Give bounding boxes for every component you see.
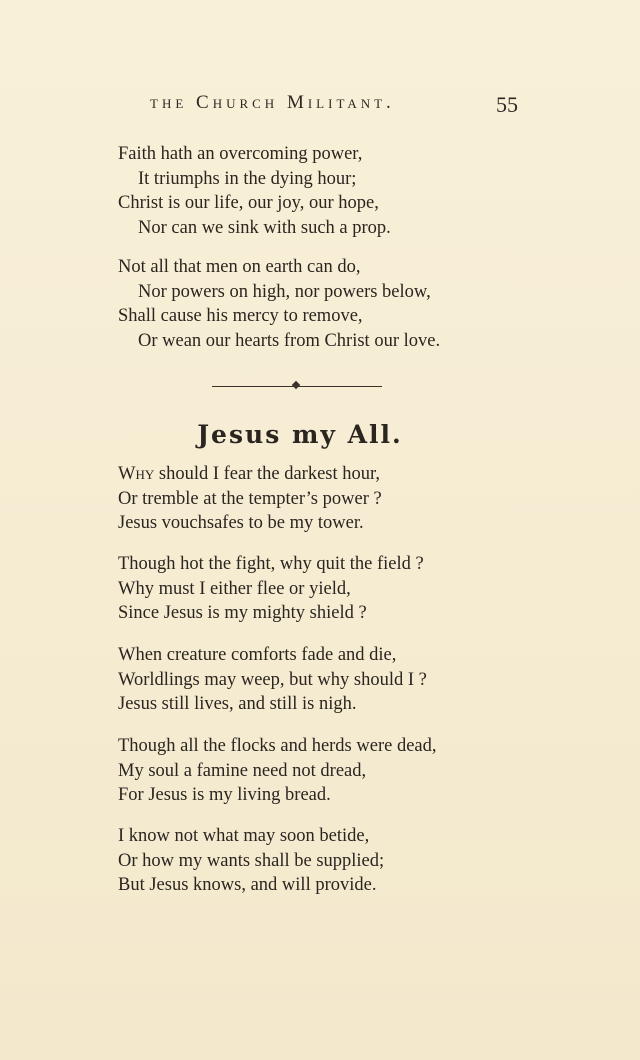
verse-line: Or tremble at the tempter’s power ?	[118, 488, 382, 509]
page-number: 55	[496, 92, 518, 117]
stanza-2	[118, 255, 440, 353]
verse-line: My soul a famine need not dread,	[118, 760, 367, 781]
poem-stanza-3	[118, 643, 427, 717]
verse-line-rest: should I fear the darkest hour,	[154, 464, 381, 484]
verse-line: Though all the flocks and herds were dead,	[118, 736, 437, 756]
verse-line: It triumphs in the dying hour;	[138, 168, 357, 189]
verse-line: Since Jesus is my mighty shield ?	[118, 603, 367, 623]
verse-line: Christ is our life, our joy, our hope,	[118, 193, 379, 213]
verse-line: Worldlings may weep, but why should I ?	[118, 669, 427, 690]
verse-line: Jesus still lives, and still is nigh.	[118, 694, 357, 714]
verse-line	[118, 462, 382, 487]
verse-line: Faith hath an overcoming power,	[118, 144, 363, 164]
poem-stanza-2	[118, 552, 424, 626]
poem-stanza-1	[118, 462, 382, 536]
verse-line: Nor can we sink with such a prop.	[138, 217, 391, 238]
verse-line: Though hot the fight, why quit the field ?	[118, 554, 424, 574]
verse-line: I know not what may soon betide,	[118, 826, 370, 846]
verse-line: Or wean our hearts from Christ our love.	[138, 330, 441, 351]
verse-line: For Jesus is my living bread.	[118, 785, 331, 805]
divider-ornament	[292, 381, 300, 389]
poem-stanza-5	[118, 824, 384, 898]
verse-line: Not all that men on earth can do,	[118, 257, 361, 277]
verse-line: Nor powers on high, nor powers below,	[138, 281, 431, 302]
stanza-1	[118, 142, 391, 240]
running-head: the Church Militant.	[150, 92, 395, 113]
poem-stanza-4	[118, 734, 437, 808]
verse-line: When creature comforts fade and die,	[118, 645, 397, 665]
verse-line: But Jesus knows, and will provide.	[118, 875, 377, 895]
verse-line: Or how my wants shall be supplied;	[118, 850, 385, 871]
verse-lead-word: Why	[118, 464, 155, 484]
verse-line: Why must I either flee or yield,	[118, 578, 351, 599]
verse-line: Shall cause his mercy to remove,	[118, 306, 363, 326]
verse-line: Jesus vouchsafes to be my tower.	[118, 513, 364, 533]
poem-title: Jesus my All.	[197, 420, 403, 449]
